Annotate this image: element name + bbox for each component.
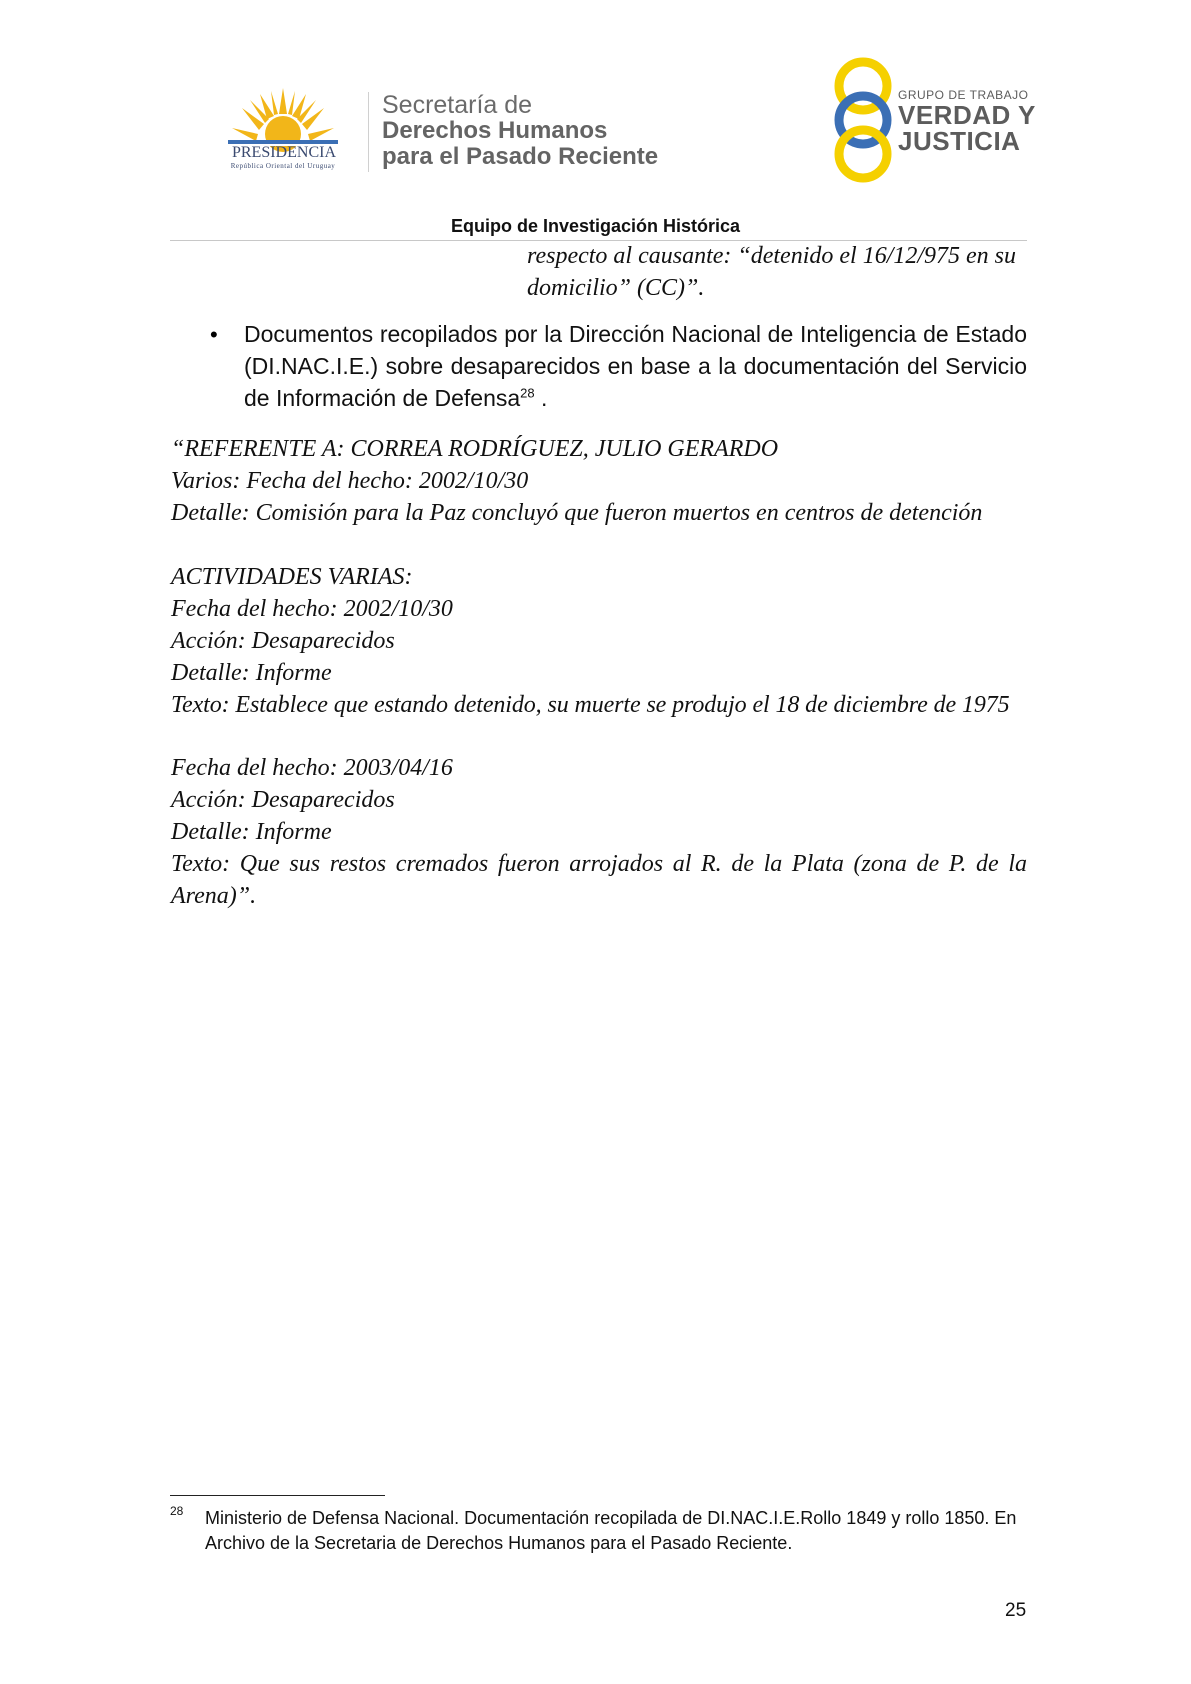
quote-line-1: respecto al causante: “detenido el 16/12/975 en su	[527, 243, 1017, 269]
secretaria-line-3: para el Pasado Reciente	[382, 143, 659, 170]
presidencia-name: PRESIDENCIA	[231, 144, 336, 161]
footnote-separator	[170, 1495, 385, 1496]
detalle-line-2: Detalle: Informe	[171, 660, 332, 686]
secretaria-line-1: Secretaría de	[382, 91, 533, 119]
secretaria-line-2: Derechos Humanos	[382, 117, 608, 144]
detalle-line-1: Detalle: Comisión para la Paz concluyó que fueron muertos en centros de detención	[171, 500, 983, 526]
bullet-end: .	[534, 385, 548, 411]
varios-line: Varios: Fecha del hecho: 2002/10/30	[171, 468, 529, 494]
vj-title-line-1: VERDAD Y	[898, 100, 1036, 130]
actividades-block	[171, 561, 1027, 721]
presidencia-logo	[208, 84, 358, 174]
vj-title-line-2: JUSTICIA	[898, 126, 1021, 156]
texto-line-1: Texto: Establece que estando detenido, su muerte se produjo el 18 de diciembre de 1975	[171, 692, 1010, 718]
footnote-text: Ministerio de Defensa Nacional. Documentación recopilada de DI.NAC.I.E.Rollo 1849 y rollo 1850. En Archivo de la Secretaria de Derechos Humanos para el Pasado Reciente.	[205, 1508, 1017, 1553]
accion-line-2: Acción: Desaparecidos	[171, 787, 395, 813]
accion-line-1: Acción: Desaparecidos	[171, 628, 395, 654]
header-separator	[368, 92, 369, 172]
referente-block	[171, 433, 1027, 529]
vj-subtitle: GRUPO DE TRABAJO	[898, 88, 1029, 102]
actividades-heading: ACTIVIDADES VARIAS:	[171, 564, 413, 590]
fecha-line-1: Fecha del hecho: 2002/10/30	[171, 596, 453, 622]
secretaria-logo	[382, 92, 658, 170]
fecha-line-2: Fecha del hecho: 2003/04/16	[171, 755, 453, 781]
team-heading: Equipo de Investigación Histórica	[450, 216, 741, 236]
referente-line: “REFERENTE A: CORREA RODRÍGUEZ, JULIO GERARDO	[171, 436, 779, 462]
event-block-2	[171, 752, 1027, 912]
presidencia-subtitle: República Oriental del Uruguay	[230, 162, 336, 170]
footnote-number: 28	[170, 1504, 184, 1518]
detalle-line-3: Detalle: Informe	[171, 819, 332, 845]
continued-quote	[527, 240, 1027, 304]
verdad-justicia-text	[898, 88, 1036, 154]
bullet-paragraph	[244, 318, 1027, 414]
bullet-text: Documentos recopilados por la Dirección Nacional de Inteligencia de Estado (DI.NAC.I.E.) sobre desaparecidos en base a la documentación del Servicio de Información de Defensa	[244, 321, 1027, 411]
quote-line-2: domicilio” (CC)”.	[527, 275, 705, 301]
bullet-marker: •	[210, 322, 218, 347]
page-number: 25	[1005, 1600, 1027, 1621]
texto-line-2: Texto: Que sus restos cremados fueron arrojados al R. de la Plata (zona de P. de la Arena)”.	[171, 851, 1027, 909]
linked-rings-icon	[823, 56, 903, 184]
footnote-reference[interactable]: 28	[520, 385, 535, 401]
